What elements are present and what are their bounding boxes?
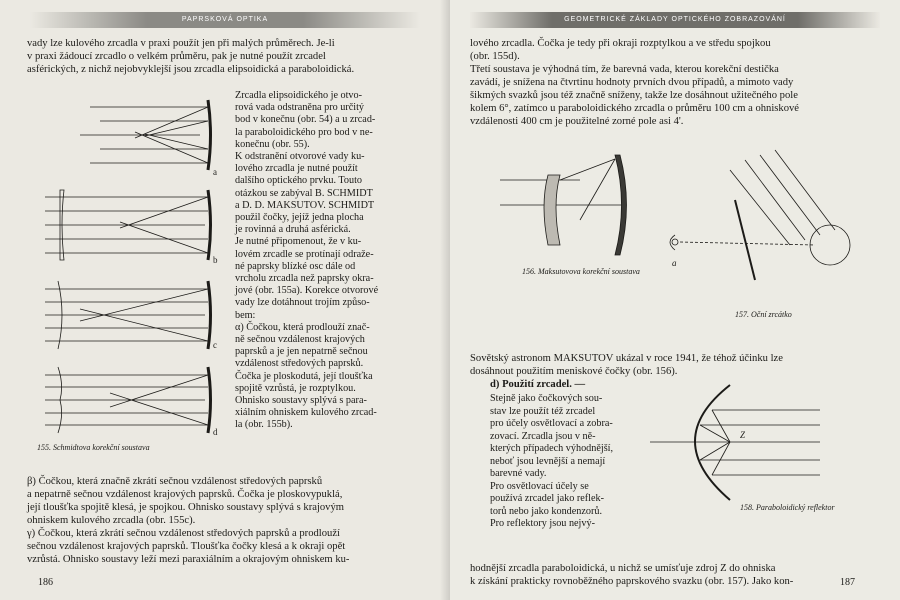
figure-155-caption: 155. Schmidtova korekční soustava [37,443,150,452]
figure-157-eye-mirror [655,140,855,290]
text-line: Je nutné připomenout, že v ku- [235,236,362,248]
eye-label: a [672,258,677,268]
text-line: la paraboloidického pro bod v ne- [235,126,373,138]
text-line: lového zrcadla je nutné použít [235,163,358,175]
text-line: používá zrcadel jako reflek- [490,493,604,504]
text-line: (obr. 155d). [470,51,520,62]
text-line: Sovětský astronom MAKSUTOV ukázal v roce 1941, že téhož účinku lze [470,353,783,364]
figure-156-caption: 156. Maksutovova korekční soustava [522,267,640,276]
text-line: hodnější zrcadla paraboloidická, u nichž se umísťuje zdroj Z do ohniska [470,563,776,574]
text-line: zovací. Zrcadla jsou v ně- [490,430,596,442]
text-line: vzdálenosti 400 cm je použitelné zorné pole asi 4'. [470,116,684,127]
text-line: pro účely osvětlovací a zobra- [490,418,613,429]
text-line: kolem 6°, zatímco u paraboloidického zrcadla o průměru 100 cm a ohniskové [470,103,800,114]
figure-label-c: c [213,340,217,350]
right-page-number: 187 [840,577,855,588]
text-line: Stejně jako čočkových sou- [490,393,603,404]
text-line: lového zrcadla. Čočka je tedy při okraji rozptylkou a ve středu spojkou [470,38,771,49]
figure-158-reflector [650,380,850,510]
text-line: vady lze dotáhnout trojím způso- [235,297,370,309]
figure-158-caption: 158. Paraboloidický reflektor [740,503,835,512]
text-line: Třetí soustava je výhodná tím, že barevná vada, kterou korekční destička [470,64,779,75]
text-line: použil čočky, jejíž jedna plocha [235,212,364,223]
figure-label-d: d [213,427,218,437]
text-line: vrcholu zrcadla než paprsky okra- [235,273,374,284]
text-line: α) Čočkou, která prodlouží znač- [235,321,370,333]
text-line: šikmých svazků jsou též značně sníženy, takže lze dosáhnout užitečného pole [470,90,798,101]
text-line: a nepatrně sečnou vzdálenost krajových paprsků. Čočka je ploskovypuklá, [27,489,343,500]
text-line: neboť jsou levnější a nemají [490,455,606,467]
text-line: jové (obr. 155a). Korekce otvorové [235,285,379,297]
text-line: otázkou se zabýval B. SCHMIDT [235,187,373,199]
text-line: paprsků a je jen nepatrně sečnou [235,346,368,358]
text-line: konečnu (obr. 55). [235,138,310,150]
right-running-header: GEOMETRICKÉ ZÁKLADY OPTICKÉHO ZOBRAZOVÁNÍ [470,12,880,28]
text-line: ohniskem kulového zrcadla (obr. 155c). [27,515,196,526]
right-page [450,0,900,600]
figure-155a [80,100,211,170]
text-line: bod v konečnu (obr. 54) a u zrcad- [235,114,376,126]
text-line: lovém zrcadle se protínají odraže- [235,248,374,260]
figure-155d [45,367,211,433]
left-text-line: asférických, z nichž nejobvyklejší jsou zrcadla elipsoidická a paraboloidická. [27,64,355,75]
text-line: vzdálenost středových paprsků. [235,358,364,370]
text-line: Ohnisko soustavy splývá s para- [235,395,367,406]
text-line: a D. D. MAKSUTOV. SCHMIDT [235,199,375,211]
text-line: spojitě vzrůstá, je rozptylkou. [235,382,356,394]
left-page-number: 186 [38,577,53,588]
text-line: zavádí, je snížena na čtvrtinu hodnoty prvních dvou případů, a mimoto vady [470,77,794,88]
text-line: né paprsky blízké osc dále od [235,260,356,272]
focus-label: Z [740,430,746,440]
text-line: její tloušťka spojitě klesá, je spojkou. Ohnisko soustavy splývá s krajovým [27,502,345,513]
text-line: sečnou vzdálenost krajových paprsků. Tloušťka čočky klesá a k okraji opět [27,541,346,552]
figure-157-caption: 157. Oční zrcátko [735,310,792,319]
text-line: K odstranění otvorové vady ku- [235,151,365,162]
text-line: ně sečnou vzdálenost krajových [235,334,365,345]
text-line: β) Čočkou, která značně zkrátí sečnou vzdálenost středových paprsků [27,476,323,487]
left-text-line: v praxi žádoucí zrcadlo o velkém průměru, pak je nutné použít zrcadel [27,51,326,62]
text-line: kterých případech výhodnější, [490,443,614,454]
text-line: vzrůstá. Ohnisko soustavy leží mezi paraxiálním a okrajovým ohniskem ku- [27,554,350,565]
text-line: bem: [235,309,256,321]
figure-label-a: a [213,167,217,177]
text-line: Čočka je ploskodutá, její tloušťka [235,370,373,382]
figure-155c [45,281,211,349]
text-line: dosáhnout použitím meniskové čočky (obr. 156). [470,366,678,377]
text-line: dalšího optického prvku. Touto [235,175,362,187]
figure-label-b: b [213,255,218,265]
text-line: Pro osvětlovací účely se [490,480,589,492]
text-line: xiálním ohniskem kulového zrcad- [235,407,377,419]
section-title: d) Použití zrcadel. — [490,379,586,390]
figure-155b [45,190,211,260]
text-line: torů nebo jako kondenzorů. [490,505,603,517]
text-line: la (obr. 155b). [235,419,293,431]
text-line: Pro reflektory jsou nejvý- [490,518,595,529]
figure-156-maksutov [500,145,640,265]
text-line: barevné vady. [490,468,547,479]
text-line: rová vada odstraněna pro určitý [235,102,364,114]
text-line: je rovinná a druhá asférická. [235,224,351,236]
text-line: k získání prakticky rovnoběžného paprskového svazku (obr. 157). Jako kon- [470,576,794,587]
left-text-line: vady lze kulového zrcadla v praxi použít jen při malých průměrech. Je-li [27,38,335,49]
text-line: Zrcadla elipsoidického je otvo- [235,90,363,101]
left-running-header: PAPRSKOVÁ OPTIKA [30,12,420,28]
text-line: stav lze použít též zrcadel [490,405,596,417]
figure-155-schmidt [40,95,220,455]
text-line: γ) Čočkou, která zkrátí sečnou vzdálenost středových paprsků a prodlouží [27,528,340,539]
